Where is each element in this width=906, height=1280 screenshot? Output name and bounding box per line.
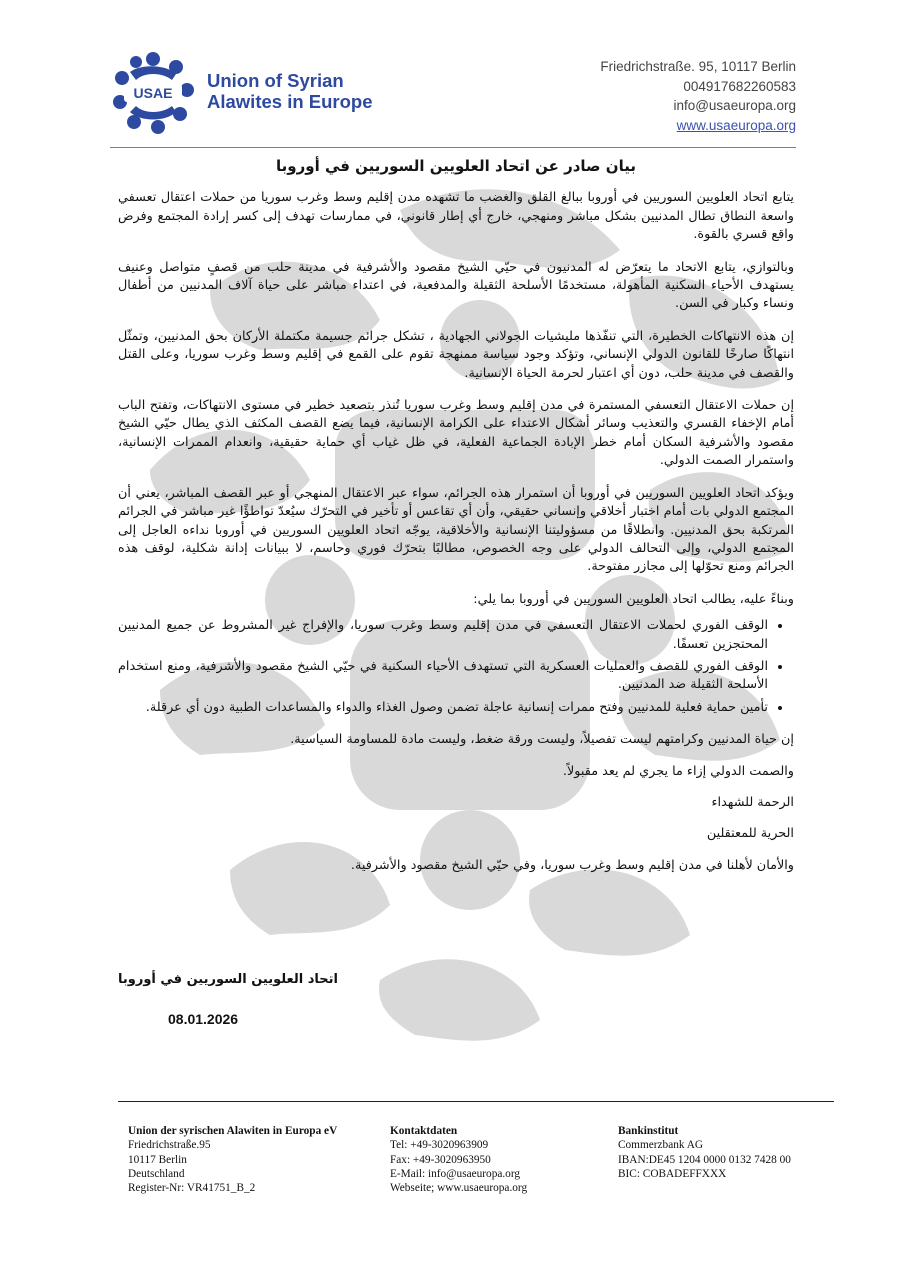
footer-register-number: Register-Nr: VR41751_B_2 xyxy=(128,1182,256,1195)
paragraph-4: إن حملات الاعتقال التعسفي المستمرة في مدن إقليم وسط وغرب سوريا تُنذر بتصعيد خطير في مستوى الانتهاكات، وتفتح الباب أمام الإخفاء القسري والتعذيب وسائر أشكال الاعتداء على الكرامة الإنسانية، فيما يضع القصف المكثف الذي يطال حيّي الشيخ مقصود والأشرفية السكان أمام خطر الإبادة الجماعية الفعلية، في ظل غياب أي حماية حقيقية، وانعدام الممرات الإنسانية، واستمرار الصمت الدولي. xyxy=(118,398,794,469)
statement-date: 08.01.2026 xyxy=(168,1011,239,1027)
usae-logo-icon xyxy=(110,50,196,136)
footer-website: Webseite; www.usaeuropa.org xyxy=(390,1182,528,1195)
header-email: info@usaeuropa.org xyxy=(673,98,796,113)
demands-list xyxy=(118,617,794,717)
footer-contact xyxy=(390,1124,527,1195)
footer-divider xyxy=(118,1101,834,1102)
footer-country: Deutschland xyxy=(128,1167,185,1180)
footer-association-name: Union der syrischen Alawiten in Europa eV xyxy=(128,1125,338,1137)
header-phone: 004917682260583 xyxy=(683,78,796,94)
closing-line-4: الحرية للمعتقلين xyxy=(706,826,794,842)
footer-bank xyxy=(618,1124,791,1181)
letterhead xyxy=(0,0,906,150)
logo-text: USAE xyxy=(133,85,173,101)
footer-fax: Fax: +49-3020963950 xyxy=(390,1153,491,1166)
footer-bank-heading: Bankinstitut xyxy=(618,1125,679,1137)
footer-city: 10117 Berlin xyxy=(128,1153,187,1166)
footer-tel: Tel: +49-3020963909 xyxy=(390,1139,489,1152)
footer-street: Friedrichstraße.95 xyxy=(128,1139,211,1152)
footer-iban: IBAN:DE45 1204 0000 0132 7428 00 xyxy=(618,1153,791,1166)
demand-item: • تأمين حماية فعلية للمدنيين وفتح ممرات إنسانية عاجلة تضمن وصول الغذاء والدواء والمساعدات الطبية دون أي عرقلة. xyxy=(118,699,768,717)
statement-title: بيان صادر عن اتحاد العلويين السوريين في أوروبا xyxy=(276,157,636,175)
paragraph-5: ويؤكد اتحاد العلويين السوريين في أوروبا أن استمرار هذه الجرائم، سواء عبر الاعتقال المنهجي أو عبر القصف المباشر، يعني أن المجتمع الدولي بات أمام اختبار أخلاقي وإنساني حقيقي، وأن أي تقاعس أو تأخير في التحرّك سيُعدّ تواطؤًا غير مباشر في الجرائم المرتكبة بحق المدنيين. وانطلاقًا من مسؤوليتنا الإنسانية والأخلاقية، يوجّه اتحاد العلويين السوريين في أوروبا نداءه العاجل إلى المجتمع الدولي، وإلى التحالف الدولي على وجه الخصوص، مطالبًا بتحرّك فوري وحاسم، لا ببيانات إدانة شكلية، لوقف هذه الجرائم ومنع تحوّلها إلى مجازر مفتوحة. xyxy=(118,485,794,575)
demand-item: • الوقف الفوري للقصف والعمليات العسكرية التي تستهدف الأحياء السكنية في حيّي الشيخ مقصود والأشرفية، ومنع استخدام الأسلحة الثقيلة ضد المدنيين. xyxy=(118,658,768,695)
organization-name-line1: Union of Syrian xyxy=(207,70,344,91)
header-website-link[interactable]: www.usaeuropa.org xyxy=(676,117,796,133)
footer-bank-name: Commerzbank AG xyxy=(618,1139,704,1152)
closing-line-3: الرحمة للشهداء xyxy=(711,794,794,810)
paragraph-1: يتابع اتحاد العلويين السوريين في أوروبا ببالغ القلق والغضب ما تشهده مدن إقليم وسط وغرب سوريا من حملات اعتقال تعسفي واسعة النطاق تطال المدنيين بشكل مباشر ومنهجي، خارج أي إطار قانوني، في ممارسات تهدف إلى كسر إرادة المجتمع وفرض واقع قسري بالقوة. xyxy=(118,190,794,243)
demand-item: • الوقف الفوري لحملات الاعتقال التعسفي في مدن إقليم وسط وغرب سوريا، والإفراج غير المشروط عن جميع المدنيين المحتجزين تعسفًا. xyxy=(118,617,768,654)
header-address: Friedrichstraße. 95, 10117 Berlin xyxy=(600,59,796,74)
footer-contact-heading: Kontaktdaten xyxy=(390,1125,458,1137)
demands-intro: وبناءً عليه، يطالب اتحاد العلويين السوريين في أوروبا بما يلي: xyxy=(473,591,794,607)
paragraph-2: وبالتوازي، يتابع الاتحاد ما يتعرّض له المدنيون في حيّي الشيخ مقصود والأشرفية في مدينة حلب من قصفٍ متواصل وعنيف يستهدف الأحياء السكنية المأهولة، مستخدمًا الأسلحة الثقيلة والمدفعية، في اعتداء مباشر على حياة آلاف المدنيين من أطفال ونساء وكبار في السن. xyxy=(118,259,794,312)
signature-block xyxy=(118,972,338,987)
footer-email: E-Mail: info@usaeuropa.org xyxy=(390,1167,521,1180)
organization-name-line2: Alawites in Europe xyxy=(207,91,373,112)
footer-bic: BIC: COBADEFFXXX xyxy=(618,1167,727,1180)
signature: اتحاد العلويين السوريين في أوروبا xyxy=(118,972,338,987)
closing-line-2: والصمت الدولي إزاء ما يجري لم يعد مقبولاً. xyxy=(562,763,794,779)
organization-name xyxy=(207,70,373,112)
header-contact-block xyxy=(600,57,796,135)
statement-body xyxy=(118,155,794,888)
paragraph-3: إن هذه الانتهاكات الخطيرة، التي تنفّذها مليشيات الجولاني الجهادية ، تشكل جرائم جسيمة مكتملة الأركان بحق المدنيين، وتمثّل انتهاكًا صارخًا للقانون الدولي الإنساني، وتؤكد وجود سياسة ممنهجة تقوم على القمع في إقليم وسط وغرب سوريا، وعلى القتل والقصف في مدينة حلب، دون أي اعتبار لحرمة الحياة الإنسانية. xyxy=(118,328,794,381)
closing-line-5: والأمان لأهلنا في مدن إقليم وسط وغرب سوريا، وفي حيّي الشيخ مقصود والأشرفية. xyxy=(350,857,794,873)
footer-association xyxy=(128,1124,337,1195)
closing-line-1: إن حياة المدنيين وكرامتهم ليست تفصيلاً، وليست ورقة ضغط، وليست مادة للمساومة السياسية. xyxy=(290,732,794,748)
